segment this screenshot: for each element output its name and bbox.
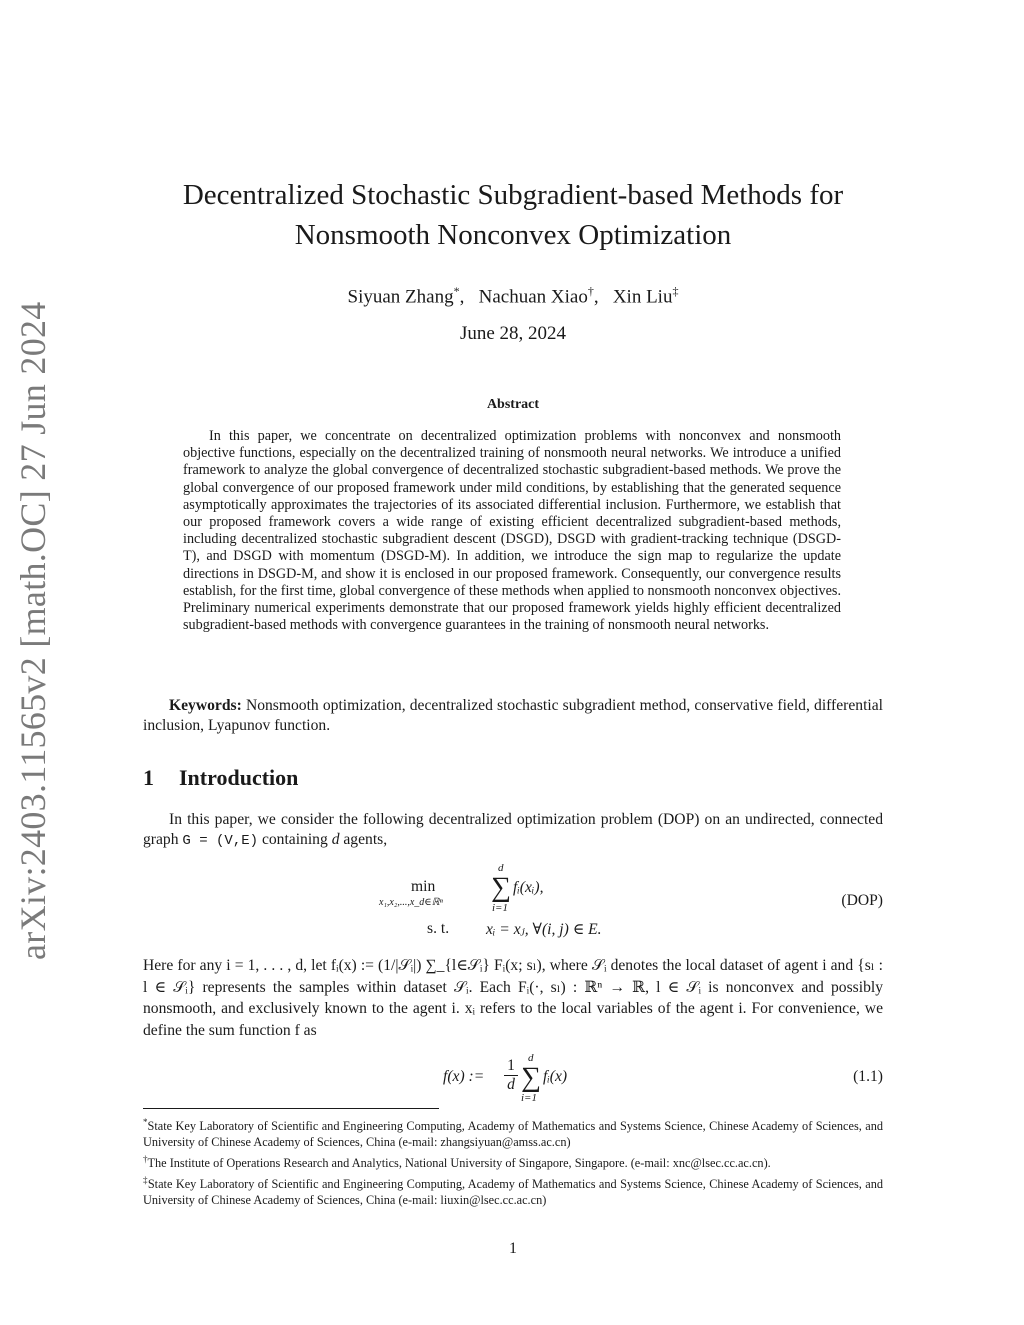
graph-notation: G = (V,E) [182, 833, 259, 849]
intro-text: In this paper, we consider the following decentralized optimization problem (DOP) on an undirected, connected graph [143, 811, 883, 848]
author-name: Xin Liu [612, 286, 673, 308]
frac-denominator: d [504, 1075, 518, 1094]
intro-paragraph-1 [143, 810, 883, 851]
footnote-mark: * [143, 1117, 148, 1127]
page-number: 1 [509, 1240, 517, 1257]
eq-sum-upper: d [528, 1052, 534, 1064]
equation-1-1 [143, 1052, 883, 1108]
footnote-mark: † [143, 1154, 148, 1165]
equation-dop [143, 862, 883, 942]
author-footnote-mark: † [587, 284, 594, 298]
keywords-text: Nonsmooth optimization, decentralized stochastic subgradient method, conservative field, differential inclusion, Lyapunov function. [143, 697, 884, 734]
frac-numerator: 1 [507, 1057, 515, 1074]
footnote-text: State Key Laboratory of Scientific and Engineering Computing, Academy of Mathematics and Systems Science, Chinese Academy of Sciences, and University of Chinese Academy of Sciences, China (e-mail: zhangsiyuan@amss.ac.cn) [143, 1119, 883, 1150]
footnote [143, 1114, 883, 1150]
eq-objective: fᵢ(xᵢ), [513, 879, 544, 896]
footnote [143, 1172, 883, 1208]
summation-symbol: ∑ [491, 872, 511, 903]
eq-lhs: f(x) := [443, 1068, 485, 1085]
intro-paragraph-2: Here for any i = 1, . . . , d, let fᵢ(x) := (1/|𝒮ᵢ|) ∑_{l∈𝒮ᵢ} Fᵢ(x; sₗ), where 𝒮ᵢ denotes the local dataset of agent i and {sₗ : l ∈ 𝒮ᵢ} represents the samples within dataset 𝒮ᵢ. Each Fᵢ(·, sₗ) : ℝⁿ → ℝ, l ∈ 𝒮ᵢ is nonconvex and possibly nonsmooth, and exclusively known to the agent i. xᵢ refers to the local variables of the agent i. For convenience, we define the sum function f as [143, 957, 883, 1039]
eq-min-subscript: x₁,x₂,...,x_d∈ℝⁿ [379, 897, 443, 908]
keywords [143, 696, 883, 736]
eq-label: (DOP) [841, 892, 883, 909]
intro-text: containing [261, 831, 328, 848]
footnote-divider [143, 1108, 439, 1109]
eq-sum-lower: i=1 [492, 902, 508, 914]
eq-sum-lower: i=1 [521, 1092, 537, 1104]
eq-sum-upper: d [498, 862, 504, 874]
keywords-label: Keywords: [169, 697, 242, 714]
eq-constraint: xᵢ = xⱼ, ∀(i, j) ∈ E. [486, 921, 602, 938]
intro-text: agents, [343, 831, 388, 848]
eq-subject-to: s. t. [427, 920, 450, 937]
author-name: Nachuan Xiao [478, 286, 588, 308]
footnote-text: State Key Laboratory of Scientific and Engineering Computing, Academy of Mathematics and Systems Science, Chinese Academy of Sciences, and University of Chinese Academy of Sciences, China (e-mail: liuxin@lsec.cc.ac.cn) [143, 1177, 884, 1208]
arxiv-identifier: arXiv:2403.11565v2 [math.OC] 27 Jun 2024 [13, 301, 53, 960]
footnotes [143, 1114, 883, 1209]
title-line-2: Nonsmooth Nonconvex Optimization [294, 219, 732, 251]
paper-title [143, 175, 883, 255]
author-list: Siyuan Zhang*, Nachuan Xiao†, Xin Liu‡ [347, 284, 679, 308]
eq-min: min [411, 878, 436, 895]
section-title: Introduction [179, 765, 299, 790]
author-footnote-mark: * [453, 284, 460, 298]
abstract-body: In this paper, we concentrate on decentralized optimization problems with nonconvex and nonsmooth objective functions, especially on the decentralized training of nonsmooth neural networks. We introduce a unified framework to analyze the global convergence of decentralized stochastic subgradient-based methods. We prove the global convergence of our proposed framework under mild conditions, by establishing that the generated sequence asymptotically approximates the trajectories of its associated differential inclusion. Furthermore, we establish that our proposed framework covers a wide range of existing efficient decentralized subgradient-based methods, including decentralized stochastic subgradient descent (DSGD), DSGD with gradient-tracking technique (DSGD-T), and DSGD with momentum (DSGD-M). In addition, we introduce the sign map to regularize the update directions in DSGD-M, and show it is enclosed in our proposed framework. Consequently, our convergence results establish, for the first time, global convergence of these methods when applied to nonsmooth nonconvex objectives. Preliminary numerical experiments demonstrate that our proposed framework yields highly efficient decentralized subgradient-based methods with convergence guarantees in the training of nonsmooth neural networks. [183, 428, 841, 634]
footnote [143, 1151, 883, 1171]
section-heading [143, 765, 298, 791]
abstract-heading: Abstract [486, 397, 540, 412]
eq-fraction [504, 1057, 518, 1094]
eq-label: (1.1) [853, 1068, 883, 1085]
summation-symbol: ∑ [521, 1062, 541, 1093]
author-footnote-mark: ‡ [672, 284, 679, 298]
eq-rhs: fᵢ(x) [543, 1068, 568, 1085]
agent-count-symbol: d [331, 831, 340, 848]
title-line-1: Decentralized Stochastic Subgradient-based Methods for [182, 179, 844, 211]
footnote-text: The Institute of Operations Research and Analytics, National University of Singapore, Singapore. (e-mail: xnc@lsec.cc.ac.cn). [147, 1156, 771, 1171]
section-number: 1 [143, 765, 154, 790]
author-name: Siyuan Zhang [347, 286, 454, 308]
footnote-mark: ‡ [143, 1175, 148, 1186]
paper-date: June 28, 2024 [459, 323, 567, 344]
